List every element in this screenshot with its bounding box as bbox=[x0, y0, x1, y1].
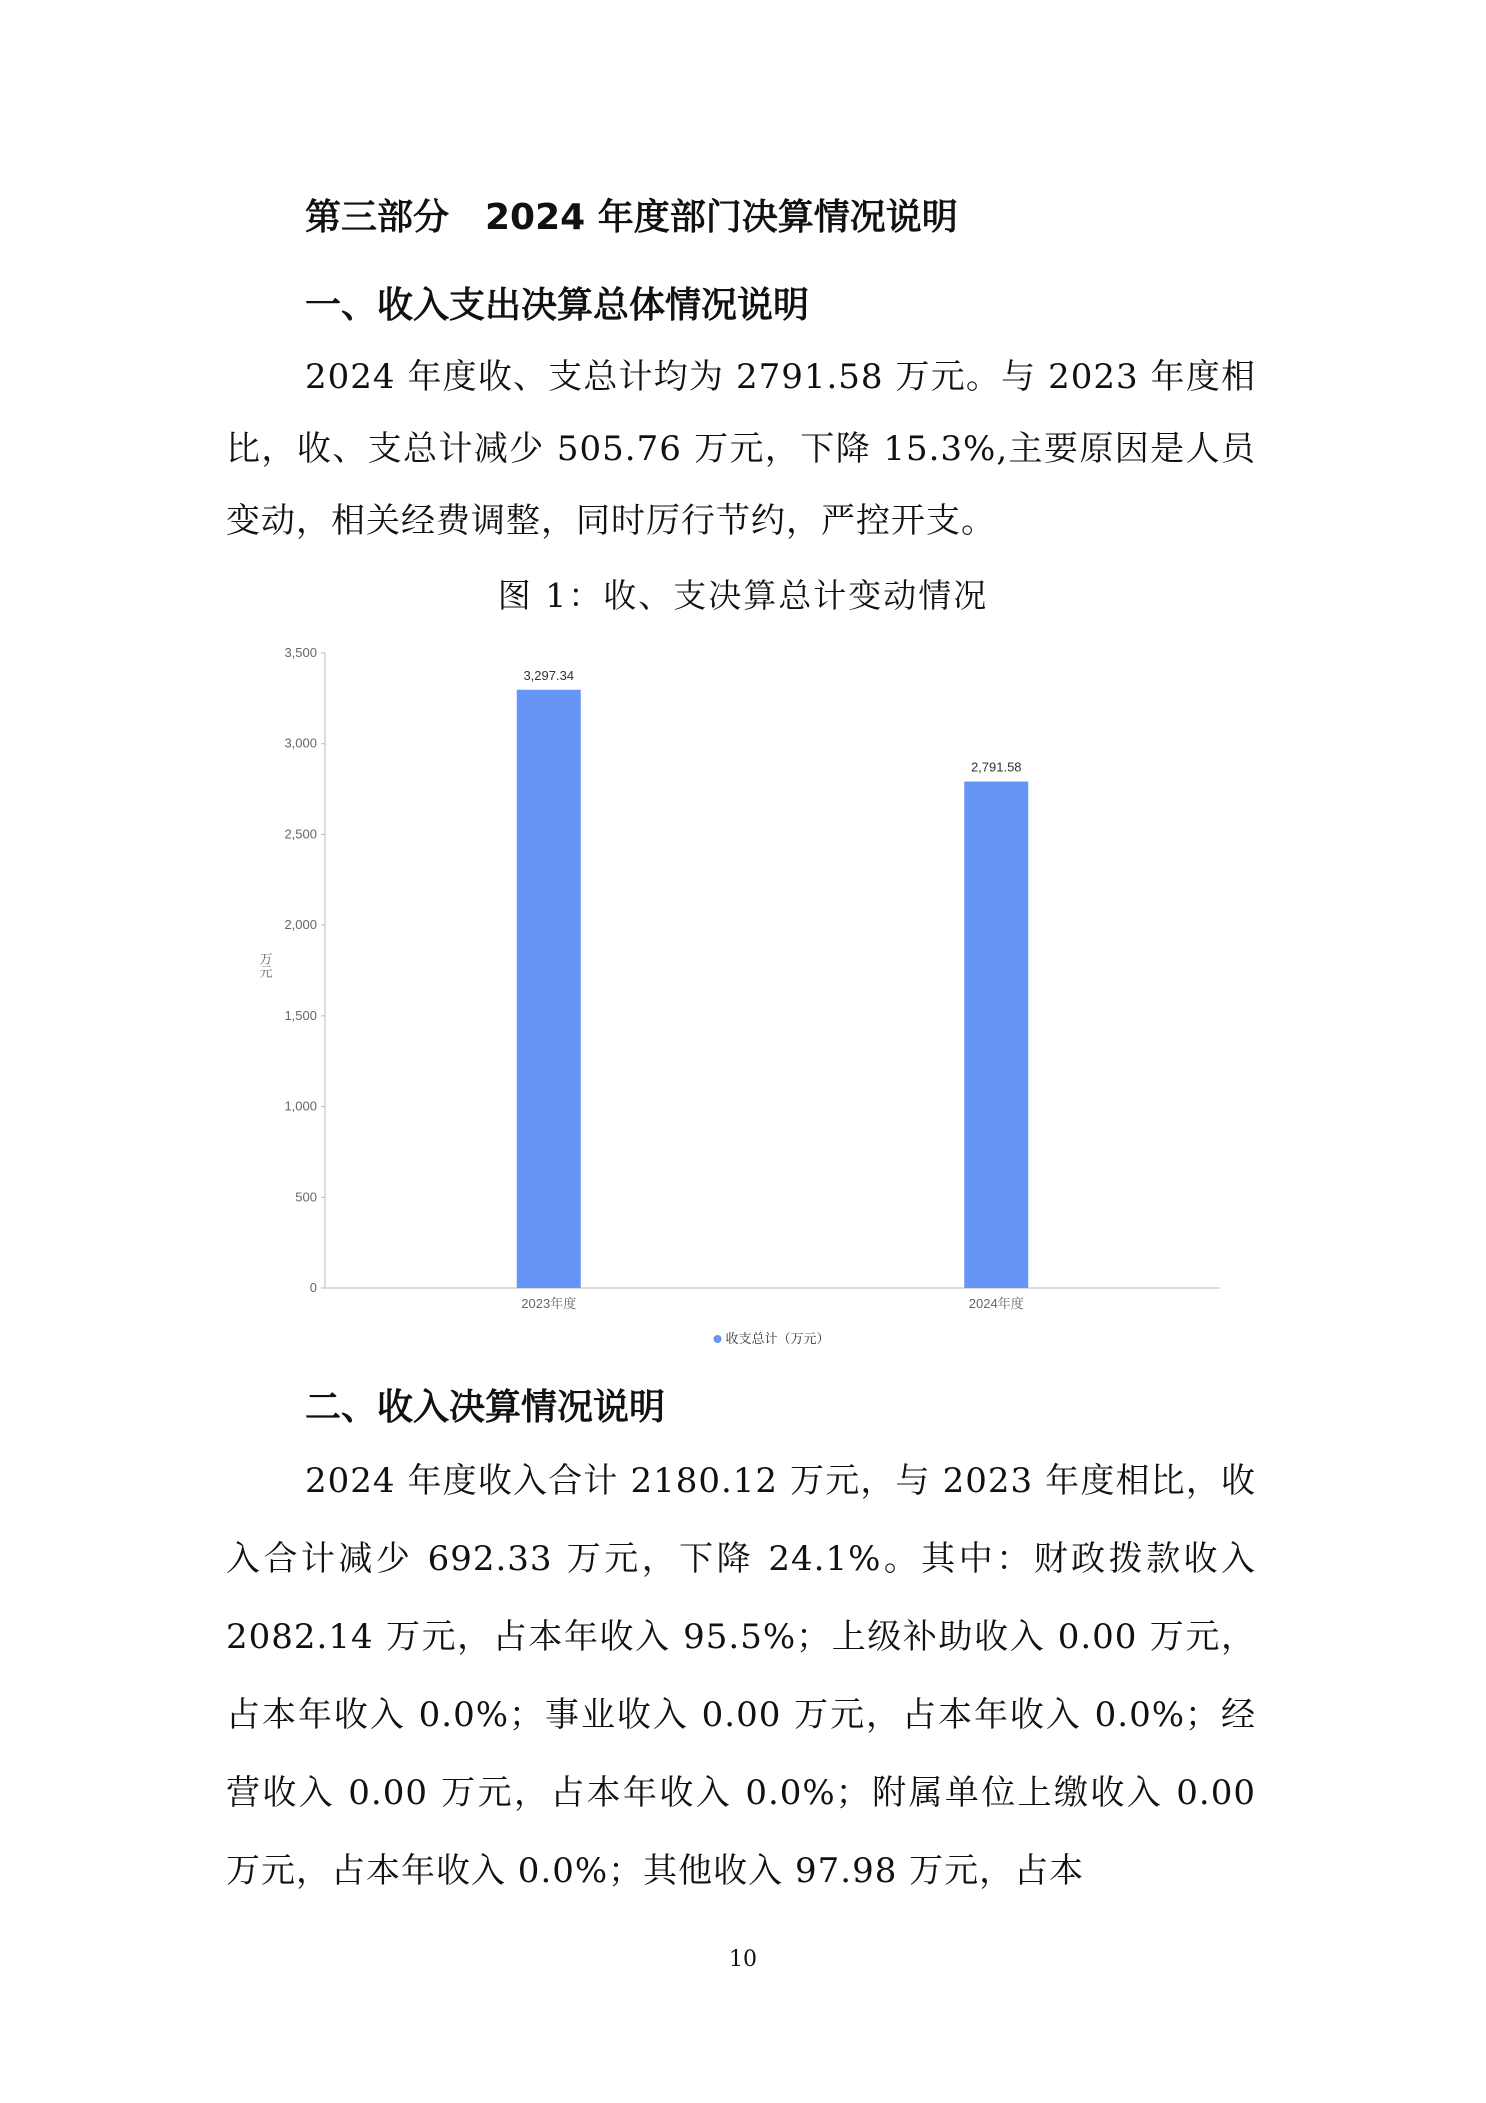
section2-paragraph: 2024 年度收入合计 2180.12 万元，与 2023 年度相比，收入合计减少 692.33 万元，下降 24.1%。其中：财政拨款收入 2082.14 万元，占本年收入 95.5%；上级补助收入 0.00 万元，占本年收入 0.0%；事业收入 0.00 万元，占本年收入 0.0%；经营收入 0.00 万元，占本年收入 0.0%；附属单位上缴收入 0.00 万元，占本年收入 0.0%；其他收入 97.98 万元，占本 bbox=[226, 1461, 1256, 1891]
y-tick-label: 1,500 bbox=[284, 1007, 317, 1023]
bar bbox=[964, 782, 1028, 1288]
y-tick-label: 2,000 bbox=[284, 917, 317, 933]
section2-heading: 二、收入决算情况说明 bbox=[305, 1387, 666, 1428]
bar bbox=[517, 690, 581, 1288]
legend-label: 收支总计（万元） bbox=[725, 1331, 830, 1346]
x-tick-label: 2023年度 bbox=[521, 1296, 577, 1311]
section1-paragraph: 2024 年度收、支总计均为 2791.58 万元。与 2023 年度相比，收、支总计减少 505.76 万元，下降 15.3%,主要原因是人员变动，相关经费调整，同时厉行节约，严控开支。 bbox=[226, 357, 1256, 541]
bar-value-label: 3,297.34 bbox=[523, 667, 575, 683]
y-tick-label: 2,500 bbox=[284, 826, 317, 842]
figure-title: 图 1：收、支决算总计变动情况 bbox=[497, 576, 989, 615]
page-number: 10 bbox=[729, 1947, 757, 1972]
bar-value-label: 2,791.58 bbox=[970, 759, 1022, 775]
legend-marker bbox=[714, 1335, 722, 1343]
x-tick-label: 2024年度 bbox=[968, 1296, 1024, 1311]
y-axis-label: 万元 bbox=[257, 952, 273, 978]
y-tick-label: 1,000 bbox=[284, 1098, 317, 1114]
bar-chart bbox=[250, 640, 1230, 1360]
y-tick-label: 3,500 bbox=[284, 645, 317, 660]
y-tick-label: 3,000 bbox=[284, 735, 317, 751]
section1-heading: 一、收入支出决算总体情况说明 bbox=[305, 285, 810, 326]
part-heading: 第三部分 2024 年度部门决算情况说明 bbox=[305, 197, 958, 238]
y-tick-label: 500 bbox=[295, 1189, 317, 1205]
y-tick-label: 0 bbox=[309, 1280, 317, 1295]
